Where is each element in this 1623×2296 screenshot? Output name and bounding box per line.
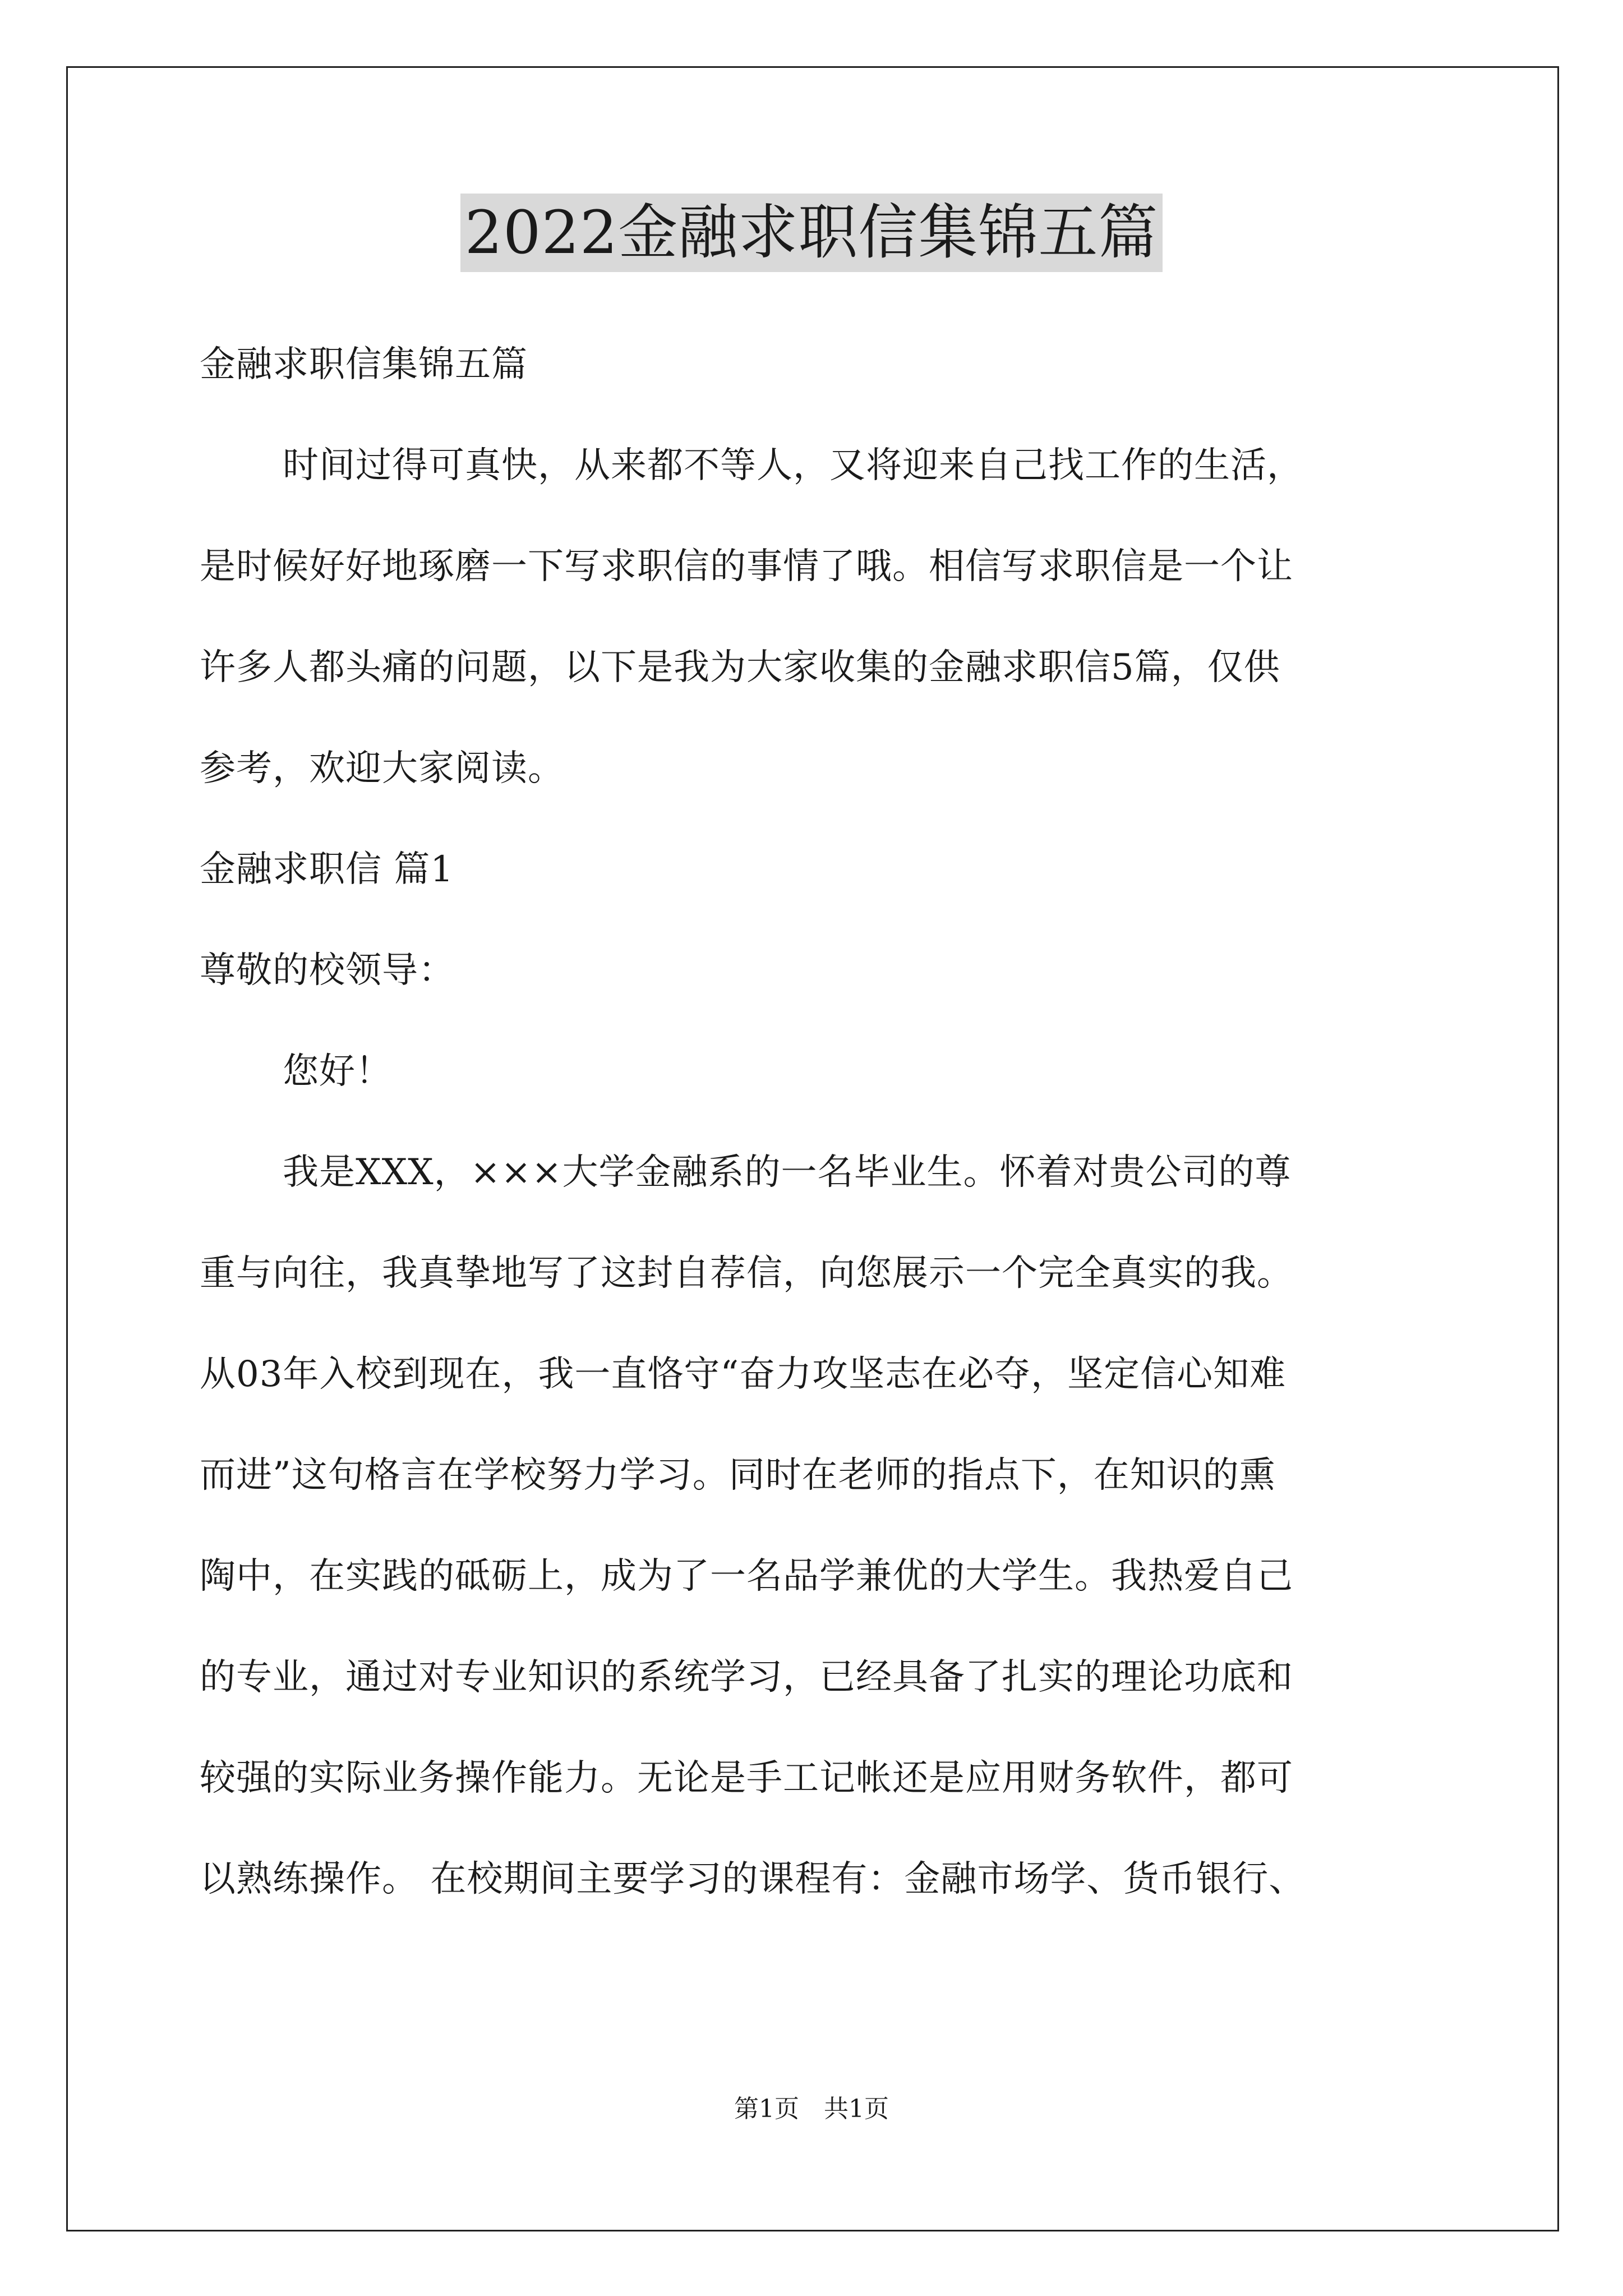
line-12: 而进”这句格言在学校努力学习。同时在老师的指点下，在知识的熏 (200, 1455, 1276, 1496)
line-13: 陶中，在实践的砥砺上，成为了一名品学兼优的大学生。我热爱自己 (200, 1556, 1293, 1597)
line-2: 时间过得可真快，从来都不等人，又将迎来自己找工作的生活， (283, 445, 1303, 486)
title-container (0, 194, 1623, 272)
document-body (200, 314, 1433, 1930)
line-9: 我是XXX，×××大学金融系的一名毕业生。怀着对贵公司的尊 (283, 1152, 1292, 1193)
line-8: 您好！ (283, 1051, 392, 1092)
line-14: 的专业，通过对专业知识的系统学习，已经具备了扎实的理论功底和 (200, 1657, 1293, 1698)
line-10: 重与向往，我真挚地写了这封自荐信，向您展示一个完全真实的我。 (200, 1253, 1293, 1294)
line-11: 从03年入校到现在，我一直恪守“奋力攻坚志在必夺，坚定信心知难 (200, 1354, 1287, 1395)
line-5: 参考，欢迎大家阅读。 (200, 748, 564, 789)
line-3: 是时候好好地琢磨一下写求职信的事情了哦。相信写求职信是一个让 (200, 546, 1293, 587)
line-6: 金融求职信 篇1 (200, 849, 454, 890)
line-1: 金融求职信集锦五篇 (200, 344, 528, 385)
page-footer: 第1页 共1页 (734, 2095, 889, 2123)
line-15: 较强的实际业务操作能力。无论是手工记帐还是应用财务软件，都可 (200, 1757, 1293, 1799)
line-16: 以熟练操作。 在校期间主要学习的课程有：金融市场学、货币银行、 (200, 1858, 1306, 1900)
document-title: 2022金融求职信集锦五篇 (460, 194, 1163, 272)
line-7: 尊敬的校领导： (200, 950, 455, 991)
line-4: 许多人都头痛的问题，以下是我为大家收集的金融求职信5篇，仅供 (200, 647, 1280, 688)
